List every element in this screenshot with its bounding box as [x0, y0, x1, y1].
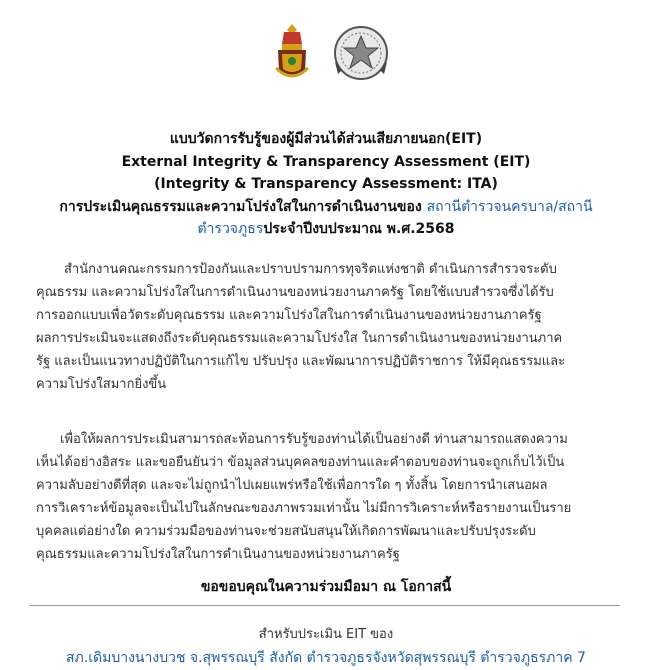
title-ita: (Integrity & Transparency Assessment: ITA): [154, 176, 498, 192]
title-fiscal-year: ประจำปีงบประมาณ พ.ศ.2568: [263, 221, 455, 237]
privacy-line: คุณธรรมและความโปร่งใสในการดำเนินงานของหน่วยงานภาครัฐ: [36, 547, 400, 562]
privacy-line: การวิเคราะห์ข้อมูลจะเป็นไปในลักษณะของภาพรวมเท่านั้น ไม่มีการวิเคราะห์หรือรายงานเป็นราย: [36, 501, 572, 516]
title-assessment-line: [20, 196, 632, 219]
assessment-for-label: สำหรับประเมิน EIT ของ: [258, 627, 394, 642]
title-english: External Integrity & Transparency Assessment (EIT): [121, 153, 531, 170]
divider: [30, 605, 620, 606]
intro-line: รัฐ และเป็นแนวทางปฏิบัติในการแก้ไข ปรับปรุง และพัฒนาการปฏิบัติราชการ ให้มีคุณธรรมและ: [36, 354, 566, 369]
privacy-line: บุคคลแต่อย่างใด ความร่วมมือของท่านจะช่วยสนับสนุนให้เกิดการพัฒนาและปรับปรุงระดับ: [36, 524, 536, 539]
intro-line: การออกแบบเพื่อวัดระดับคุณธรรม และความโปร่งใสในการดำเนินงานของหน่วยงานภาครัฐ: [36, 308, 542, 323]
intro-line: คุณธรรม และความโปร่งใสในการดำเนินงานของหน่วยงานภาครัฐ โดยใช้แบบสำรวจซึ่งได้รับ: [36, 285, 554, 300]
privacy-paragraph: [36, 428, 626, 566]
privacy-line: เห็นได้อย่างอิสระ และขอยืนยันว่า ข้อมูลส่วนบุคคลของท่านและคำตอบของท่านจะถูกเก็บไว้เป็น: [36, 455, 565, 470]
thank-you-heading: ขอขอบคุณในความร่วมมือมา ณ โอกาสนี้: [200, 579, 452, 595]
nacc-emblem-icon: [332, 24, 390, 82]
title-block: [20, 128, 632, 241]
intro-line: สำนักงานคณะกรรมการป้องกันและปราบปรามการทุจริตแห่งชาติ ดำเนินการสำรวจระดับ: [64, 262, 557, 277]
agency-name: สภ.เดิมบางนางบวช จ.สุพรรณบุรี สังกัด ตำรวจภูธรจังหวัดสุพรรณบุรี ตำรวจภูธรภาค 7: [66, 650, 586, 666]
privacy-line: ความลับอย่างดีที่สุด และจะไม่ถูกนำไปเผยแพร่หรือใช้เพื่อการใด ๆ ทั้งสิ้น โดยการนำเสนอผล: [36, 478, 548, 493]
title-fiscal-line: [20, 218, 632, 241]
logo-row: [0, 22, 652, 90]
intro-line: ความโปร่งใสมากยิ่งขึ้น: [36, 377, 167, 392]
title-agency-type: สถานีตำรวจนครบาล/สถานี: [426, 198, 593, 215]
title-assessment-prefix: การประเมินคุณธรรมและความโปร่งใสในการดำเนินงานของ: [59, 198, 422, 215]
royal-thai-police-emblem-icon: [272, 22, 312, 84]
privacy-line: เพื่อให้ผลการประเมินสามารถสะท้อนการรับรู้ของท่านได้เป็นอย่างดี ท่านสามารถแสดงความ: [60, 432, 568, 447]
title-agency-type-cont: ตำรวจภูธร: [197, 221, 264, 237]
intro-paragraph: [36, 258, 626, 396]
intro-line: ผลการประเมินจะแสดงถึงระดับคุณธรรมและความโปร่งใส ในการดำเนินงานของหน่วยงานภาค: [36, 331, 563, 346]
title-thai: แบบวัดการรับรู้ของผู้มีส่วนได้ส่วนเสียภายนอก(EIT): [169, 131, 483, 147]
